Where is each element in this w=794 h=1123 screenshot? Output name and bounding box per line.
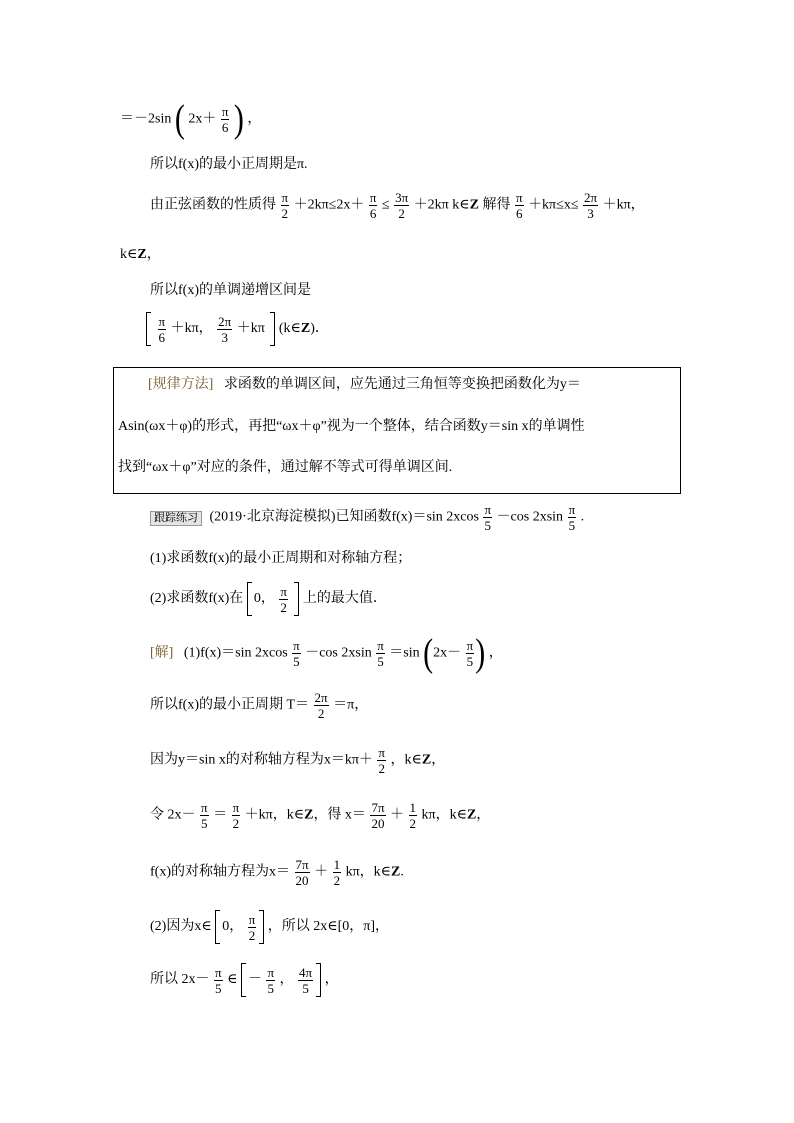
denominator: 6 xyxy=(516,206,523,221)
text: Asin(ωx＋φ)的形式，再把“ωx＋φ”视为一个整体，结合函数y＝sin x的单调性 xyxy=(118,419,585,434)
text: ＋kπ， xyxy=(602,197,645,213)
text: (2019·北京海淀模拟)已知函数f(x)＝sin 2xcos xyxy=(209,509,479,525)
bracket-close xyxy=(259,910,264,944)
bracket-open xyxy=(247,582,252,616)
fraction xyxy=(200,800,209,831)
text: 所以f(x)的单调递增区间是 xyxy=(150,283,311,298)
solution-line-3 xyxy=(150,745,445,776)
fraction xyxy=(515,190,524,221)
text: ， xyxy=(488,645,503,661)
text: (1)f(x)＝sin 2xcos xyxy=(183,645,288,661)
text: － xyxy=(247,972,262,988)
denominator: 2 xyxy=(281,206,289,221)
denominator: 2 xyxy=(280,599,287,615)
text: －cos 2xsin xyxy=(305,645,372,661)
fraction xyxy=(298,965,313,996)
integer-set-symbol: Z xyxy=(391,864,401,880)
denominator: 6 xyxy=(158,329,166,345)
text: ，得 x＝ xyxy=(313,807,366,823)
text: ， xyxy=(146,247,161,262)
numerator: π xyxy=(280,583,287,599)
numerator: π xyxy=(281,190,289,205)
numerator: 3π xyxy=(395,190,409,205)
text: ，k∈ xyxy=(390,752,422,768)
numerator: π xyxy=(515,190,523,205)
numerator: π xyxy=(221,104,229,119)
bracket-close xyxy=(294,582,299,616)
text: 所以 2x－ xyxy=(150,972,210,988)
text: (1)求函数f(x)的最小正周期和对称轴方程； xyxy=(150,551,412,566)
text: ， xyxy=(279,972,294,988)
numerator: 1 xyxy=(409,800,417,815)
text-line-3 xyxy=(150,190,645,221)
numerator: π xyxy=(568,502,576,517)
fraction xyxy=(333,857,342,888)
text: ＋kπ xyxy=(236,321,265,337)
denominator: 2 xyxy=(409,816,417,831)
method-line-1 xyxy=(148,378,581,392)
text: (k∈ xyxy=(278,321,301,337)
text: ＋2kπ xyxy=(413,197,449,213)
text: 求函数的单调区间，应先通过三角恒等变换把函数化为y＝ xyxy=(223,377,581,392)
text: . xyxy=(580,509,585,525)
eq-line-1 xyxy=(120,97,262,141)
numerator: π xyxy=(215,964,222,980)
text: ≤ xyxy=(381,197,390,213)
text: ， xyxy=(476,807,491,823)
text: k∈ xyxy=(120,247,138,262)
numerator: 7π xyxy=(371,800,385,815)
numerator: π xyxy=(466,638,474,653)
fraction xyxy=(376,638,385,669)
text: (2)求函数f(x)在 xyxy=(150,591,244,607)
text: ＋ xyxy=(314,864,329,880)
denominator: 20 xyxy=(295,873,309,888)
method-tag: [规律方法] xyxy=(148,377,214,392)
numerator: π xyxy=(267,964,275,980)
text: ＋kπ， xyxy=(170,321,213,337)
denominator: 5 xyxy=(568,518,576,533)
eq-text: 2x＋ xyxy=(188,111,217,127)
denominator: 2 xyxy=(232,816,240,831)
denominator: 20 xyxy=(371,816,385,831)
denominator: 5 xyxy=(267,980,274,996)
integer-set-symbol: Z xyxy=(421,752,432,768)
method-box xyxy=(113,367,681,494)
denominator: 2 xyxy=(333,873,341,888)
question-1 xyxy=(150,552,411,566)
practice-intro xyxy=(150,502,584,533)
paren-open: ( xyxy=(174,97,185,141)
bracket-open xyxy=(146,312,151,346)
text-line-5 xyxy=(150,284,311,298)
text: ，所以 2x∈[0，π]， xyxy=(267,919,390,935)
numerator: π xyxy=(293,638,300,653)
text: －cos 2xsin xyxy=(496,509,564,525)
text: 2x－ xyxy=(433,645,462,661)
numerator: π xyxy=(484,502,492,517)
text: 0， xyxy=(253,591,275,607)
text: 找到“ωx＋φ”对应的条件，通过解不等式可得单调区间. xyxy=(118,460,453,475)
method-line-2 xyxy=(118,420,585,434)
eq-text: ， xyxy=(247,111,262,127)
fraction xyxy=(221,104,230,135)
fraction xyxy=(370,800,385,831)
text: 解得 xyxy=(482,197,511,213)
denominator: 5 xyxy=(466,654,474,669)
fraction xyxy=(409,800,418,831)
fraction xyxy=(248,912,257,943)
text: 上的最大值． xyxy=(302,591,387,607)
fraction xyxy=(314,690,329,721)
text: 由正弦函数的性质得 xyxy=(150,197,276,213)
solution-line-6 xyxy=(150,910,389,944)
text: 令 2x－ xyxy=(150,807,196,823)
integer-set-symbol: Z xyxy=(469,197,479,213)
bracket-close xyxy=(316,963,321,997)
integer-set-symbol: Z xyxy=(137,247,147,262)
denominator: 2 xyxy=(248,927,256,943)
text: k∈ xyxy=(452,197,470,213)
fraction xyxy=(295,857,310,888)
text: ＝π， xyxy=(333,697,369,713)
numerator: π xyxy=(201,800,208,815)
numerator: π xyxy=(232,800,240,815)
bracket-open xyxy=(241,963,246,997)
denominator: 2 xyxy=(378,761,385,776)
numerator: 2π xyxy=(584,190,598,205)
text: ＋2kπ≤2x＋ xyxy=(293,197,365,213)
numerator: π xyxy=(158,313,166,329)
solution-tag: [解] xyxy=(150,645,174,661)
integer-set-symbol: Z xyxy=(304,807,314,823)
solution-line-2 xyxy=(150,690,368,721)
text: ＝sin xyxy=(389,645,420,661)
text: ＋kπ，k∈ xyxy=(244,807,305,823)
integer-set-symbol: Z xyxy=(466,807,477,823)
fraction xyxy=(466,638,475,669)
interval-line xyxy=(146,312,329,346)
denominator: 5 xyxy=(215,980,222,996)
numerator: 1 xyxy=(333,857,341,872)
fraction xyxy=(232,800,241,831)
denominator: 5 xyxy=(377,654,384,669)
text: ＝ xyxy=(213,807,228,823)
fraction xyxy=(583,190,598,221)
denominator: 5 xyxy=(302,980,309,996)
numerator: 4π xyxy=(299,964,313,980)
paren-close: ) xyxy=(233,97,244,141)
fraction xyxy=(266,965,275,996)
practice-badge: 跟踪练习 xyxy=(150,511,202,526)
paren-open: ( xyxy=(423,631,434,675)
fraction xyxy=(292,638,301,669)
fraction xyxy=(394,190,409,221)
denominator: 2 xyxy=(398,206,405,221)
denominator: 2 xyxy=(317,706,325,721)
numerator: 2π xyxy=(314,690,328,705)
numerator: π xyxy=(378,745,385,760)
text: kπ，k∈ xyxy=(421,807,467,823)
eq-text: ＝－2sin xyxy=(120,111,172,127)
method-line-3 xyxy=(118,461,452,475)
text: 0， xyxy=(222,919,244,935)
solution-line-5 xyxy=(150,857,404,888)
text-line-4 xyxy=(120,248,161,262)
numerator: 2π xyxy=(218,313,232,329)
text: . xyxy=(400,864,404,880)
denominator: 5 xyxy=(484,518,492,533)
numerator: 7π xyxy=(295,857,309,872)
text: f(x)的对称轴方程为x＝ xyxy=(150,864,290,880)
bracket-close xyxy=(270,312,275,346)
text: ＋ xyxy=(390,807,405,823)
fraction xyxy=(377,745,386,776)
text: )． xyxy=(310,321,329,337)
fraction xyxy=(217,314,232,345)
denominator: 3 xyxy=(587,206,594,221)
denominator: 6 xyxy=(369,206,377,221)
solution-line-4 xyxy=(150,800,490,831)
denominator: 5 xyxy=(293,654,300,669)
text: ∈ xyxy=(227,972,238,988)
denominator: 3 xyxy=(221,329,228,345)
text: ， xyxy=(431,752,446,768)
fraction xyxy=(483,502,492,533)
numerator: π xyxy=(369,190,377,205)
text: 所以f(x)的最小正周期 T＝ xyxy=(150,697,310,713)
solution-line-1 xyxy=(150,631,503,675)
question-2 xyxy=(150,582,387,616)
denominator: 5 xyxy=(201,816,208,831)
numerator: π xyxy=(248,911,256,927)
integer-set-symbol: Z xyxy=(300,321,311,337)
text: 所以f(x)的最小正周期是π. xyxy=(150,157,308,172)
fraction xyxy=(281,190,290,221)
paren-close: ) xyxy=(475,631,486,675)
fraction xyxy=(158,314,167,345)
bracket-open xyxy=(215,910,220,944)
denominator: 6 xyxy=(221,120,229,135)
numerator: π xyxy=(377,638,384,653)
fraction xyxy=(369,190,378,221)
text: ， xyxy=(324,972,339,988)
fraction xyxy=(568,502,577,533)
text-line-2 xyxy=(150,158,308,172)
text: ＋kπ≤x≤ xyxy=(528,197,579,213)
solution-line-7 xyxy=(150,963,339,997)
text: (2)因为x∈ xyxy=(150,919,212,935)
fraction xyxy=(279,584,288,615)
text: 因为y＝sin x的对称轴方程为x＝kπ＋ xyxy=(150,752,373,768)
fraction xyxy=(214,965,223,996)
text: kπ，k∈ xyxy=(345,864,392,880)
